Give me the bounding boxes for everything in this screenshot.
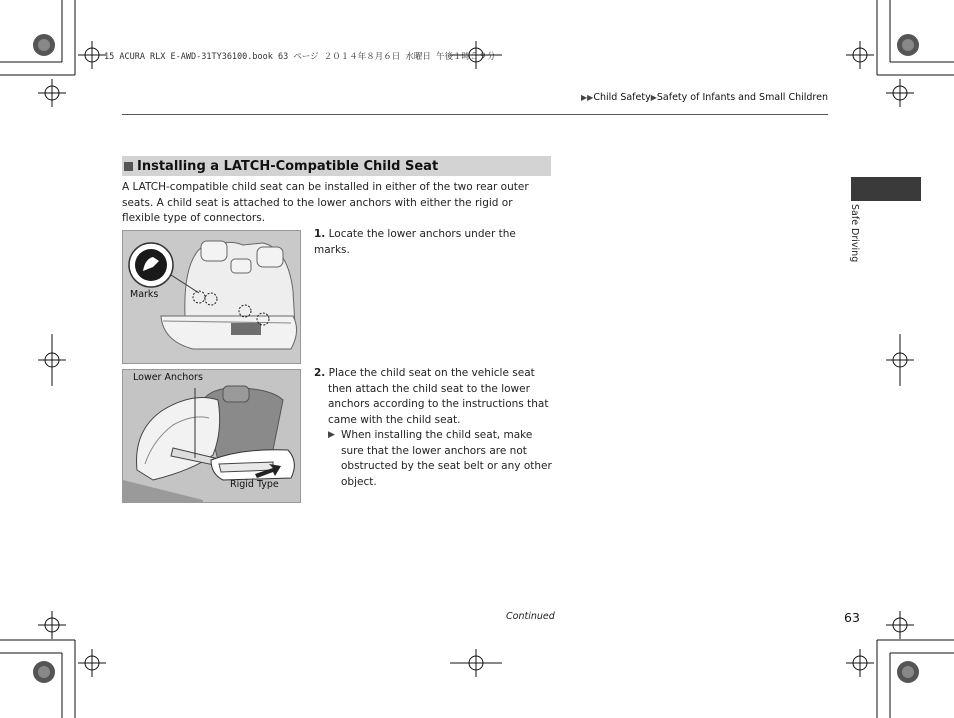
figure-lower-anchors xyxy=(122,369,301,503)
breadcrumb xyxy=(581,92,828,103)
figure-rear-seat-marks xyxy=(122,230,301,364)
intro-paragraph: A LATCH-compatible child seat can be installed in either of the two rear outer seats. A child seat is attached to the lower anchors with either the rigid or flexible type of connectors. xyxy=(122,181,529,224)
square-bullet-icon xyxy=(124,162,133,171)
lower-anchors-label: Lower Anchors xyxy=(133,372,203,383)
marks-label: Marks xyxy=(130,289,159,300)
triangle-bullet-icon: ▶ xyxy=(328,430,335,440)
arrow-icon: ▶ xyxy=(650,93,657,102)
step-text: Place the child seat on the vehicle seat then attach the child seat to the lower anchors according to the instructions that came with the child seat. xyxy=(328,367,549,426)
side-tab[interactable] xyxy=(851,177,921,201)
step-text: Locate the lower anchors under the marks. xyxy=(314,228,516,256)
rigid-type-label: Rigid Type xyxy=(230,479,279,490)
section-title: Installing a LATCH-Compatible Child Seat xyxy=(137,158,439,174)
breadcrumb-item-safety-of-infants[interactable]: Safety of Infants and Small Children xyxy=(656,92,828,103)
step-1 xyxy=(314,227,554,258)
side-tab-label: Safe Driving xyxy=(849,204,860,263)
continued-label: Continued xyxy=(506,611,555,622)
step-number: 2. xyxy=(314,367,326,379)
header-rule xyxy=(122,114,828,115)
note xyxy=(328,428,554,490)
double-arrow-icon: ▶▶ xyxy=(581,93,594,102)
page-number: 63 xyxy=(844,610,860,625)
print-header: 15 ACURA RLX E-AWD-31TY36100.book 63 ページ ２０１４年８月６日 水曜日 午後１時５９分 xyxy=(104,52,496,62)
note-text: When installing the child seat, make sure that the lower anchors are not obstructed by the seat belt or any other object. xyxy=(341,429,552,488)
step-number: 1. xyxy=(314,228,326,240)
step-2 xyxy=(314,366,554,428)
breadcrumb-item-child-safety[interactable]: Child Safety xyxy=(593,92,651,103)
section-heading xyxy=(122,156,551,176)
